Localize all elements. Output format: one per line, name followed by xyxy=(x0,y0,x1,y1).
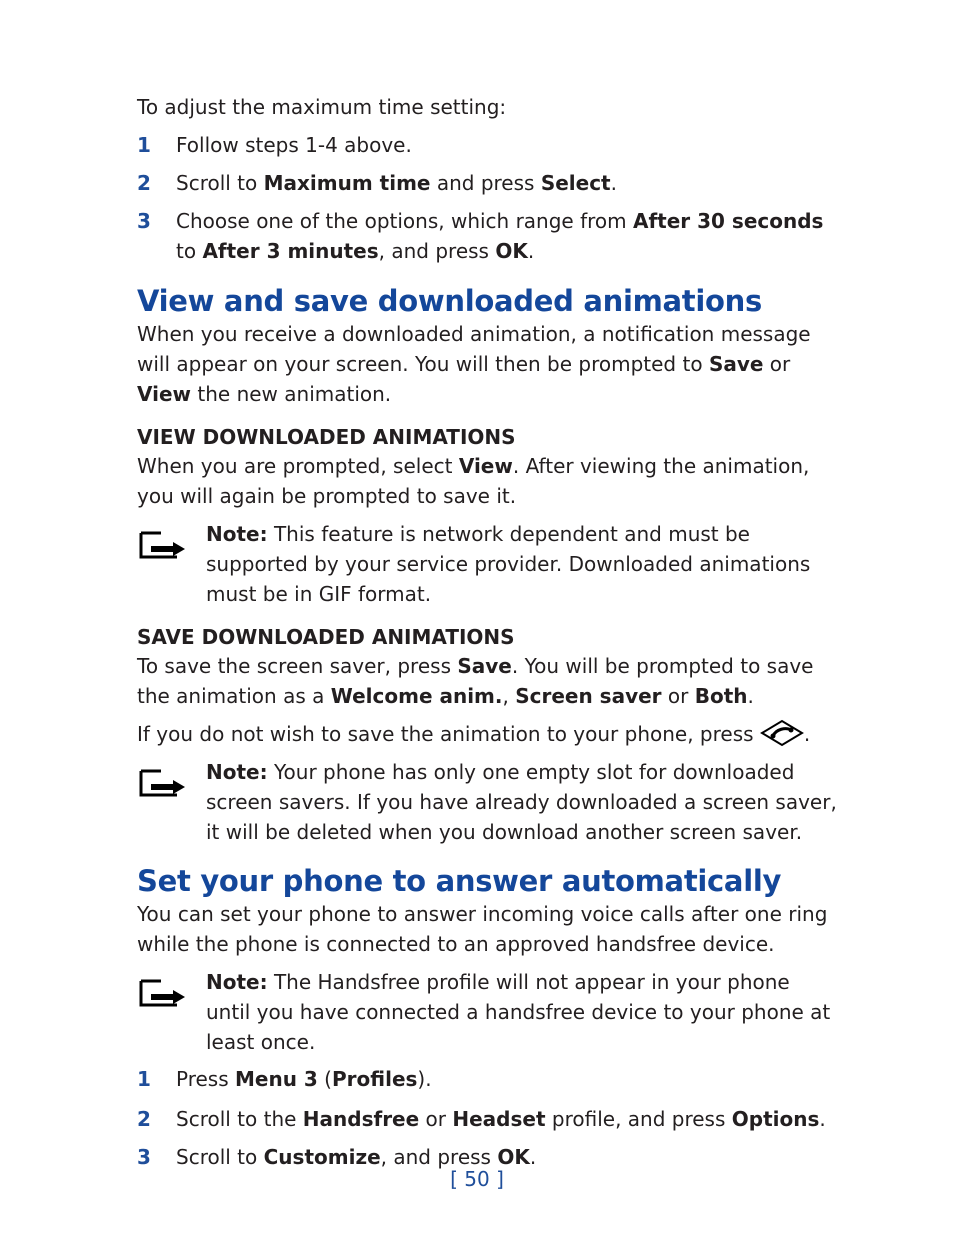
note-label: Note: xyxy=(206,760,268,784)
step-text: . xyxy=(610,171,617,195)
step-text: . xyxy=(819,1107,826,1131)
menu-term: Customize xyxy=(263,1145,381,1169)
page-content xyxy=(137,92,837,1172)
body-text: If you do not wish to save the animation to your phone, press xyxy=(137,722,760,746)
step-text: . xyxy=(527,239,535,263)
subsection-title-view: VIEW DOWNLOADED ANIMATIONS xyxy=(137,425,516,449)
step-text: Scroll to xyxy=(176,171,264,195)
step-text: . xyxy=(529,1145,537,1169)
list-item xyxy=(137,206,837,266)
section-title-animations: View and save downloaded animations xyxy=(137,284,762,318)
step-text: ). xyxy=(417,1067,432,1091)
step-text: Choose one of the options, which range from xyxy=(176,209,633,233)
step-text: Scroll to xyxy=(176,1145,264,1169)
body-text: To save the screen saver, press xyxy=(137,654,458,678)
menu-term: Save xyxy=(708,352,764,376)
menu-term: Profiles xyxy=(332,1067,418,1091)
list-item xyxy=(137,1104,837,1134)
save-instructions xyxy=(137,651,837,711)
animations-intro xyxy=(137,319,837,409)
menu-term: Maximum time xyxy=(263,171,431,195)
menu-term: Both xyxy=(694,684,748,708)
note-label: Note: xyxy=(206,522,268,546)
body-text: . xyxy=(803,722,811,746)
body-text: When you receive a downloaded animation, a notification message will appear on your screen. You will then be prompted to xyxy=(137,322,811,376)
note-pencil-icon xyxy=(139,529,187,561)
step-text: Scroll to the xyxy=(176,1107,303,1131)
menu-term: Handsfree xyxy=(302,1107,420,1131)
note-network xyxy=(137,519,837,609)
discard-instructions xyxy=(137,719,837,749)
note-pencil-icon xyxy=(139,767,187,799)
list-item xyxy=(137,168,837,198)
note-handsfree xyxy=(137,967,837,1057)
step-number: 2 xyxy=(137,1107,151,1131)
menu-term: Screen saver xyxy=(515,684,662,708)
time-steps xyxy=(137,130,837,266)
list-item xyxy=(137,1064,837,1094)
subsection-title-save: SAVE DOWNLOADED ANIMATIONS xyxy=(137,625,515,649)
auto-answer-steps xyxy=(137,1064,837,1172)
body-text: , xyxy=(502,684,516,708)
step-text: ( xyxy=(317,1067,332,1091)
view-instructions xyxy=(137,451,837,511)
menu-term: View xyxy=(458,454,513,478)
menu-term: Welcome anim. xyxy=(330,684,503,708)
step-number: 1 xyxy=(137,133,151,157)
step-text: or xyxy=(419,1107,453,1131)
step-text: and press xyxy=(430,171,541,195)
body-text: or xyxy=(763,352,791,376)
menu-term: Menu 3 xyxy=(235,1067,318,1091)
note-label: Note: xyxy=(206,970,268,994)
body-text: the new animation. xyxy=(191,382,392,406)
end-key-icon xyxy=(760,719,804,747)
step-number: 2 xyxy=(137,171,151,195)
step-number: 3 xyxy=(137,1145,151,1169)
body-text: . You will be prompted to save the animation as a xyxy=(137,654,814,708)
note-text: Your phone has only one empty slot for downloaded screen savers. If you have already downloaded a screen saver, it will be deleted when you download another screen saver. xyxy=(206,760,837,844)
body-text: or xyxy=(661,684,695,708)
body-text: When you are prompted, select xyxy=(137,454,459,478)
step-text: to xyxy=(176,239,203,263)
intro-text: To adjust the maximum time setting: xyxy=(137,95,507,119)
step-text: , and press xyxy=(378,239,496,263)
section-title-auto-answer: Set your phone to answer automatically xyxy=(137,864,782,898)
auto-answer-intro: You can set your phone to answer incoming voice calls after one ring while the phone is connected to an approved handsfree device. xyxy=(137,902,828,956)
menu-term: Headset xyxy=(452,1107,546,1131)
menu-term: After 3 minutes xyxy=(202,239,379,263)
menu-term: OK xyxy=(495,239,528,263)
list-item xyxy=(137,130,837,160)
note-screen-saver-slot xyxy=(137,757,837,847)
step-text: profile, and press xyxy=(545,1107,732,1131)
step-number: 3 xyxy=(137,209,151,233)
step-number: 1 xyxy=(137,1067,151,1091)
menu-term: Select xyxy=(540,171,611,195)
menu-term: Options xyxy=(731,1107,820,1131)
menu-term: After 30 seconds xyxy=(633,209,824,233)
body-text: . xyxy=(747,684,754,708)
step-text: Press xyxy=(176,1067,235,1091)
body-text: . After viewing the animation, you will again be prompted to save it. xyxy=(137,454,810,508)
note-text: This feature is network dependent and must be supported by your service provider. Downloaded animations must be in GIF format. xyxy=(206,522,811,606)
step-text: , and press xyxy=(380,1145,498,1169)
step-text: Follow steps 1-4 above. xyxy=(176,133,412,157)
note-pencil-icon xyxy=(139,977,187,1009)
page-number: [ 50 ] xyxy=(450,1167,504,1191)
note-text: The Handsfree profile will not appear in your phone until you have connected a handsfree device to your phone at least once. xyxy=(206,970,831,1054)
menu-term: OK xyxy=(497,1145,530,1169)
menu-term: View xyxy=(137,382,192,406)
menu-term: Save xyxy=(457,654,512,678)
